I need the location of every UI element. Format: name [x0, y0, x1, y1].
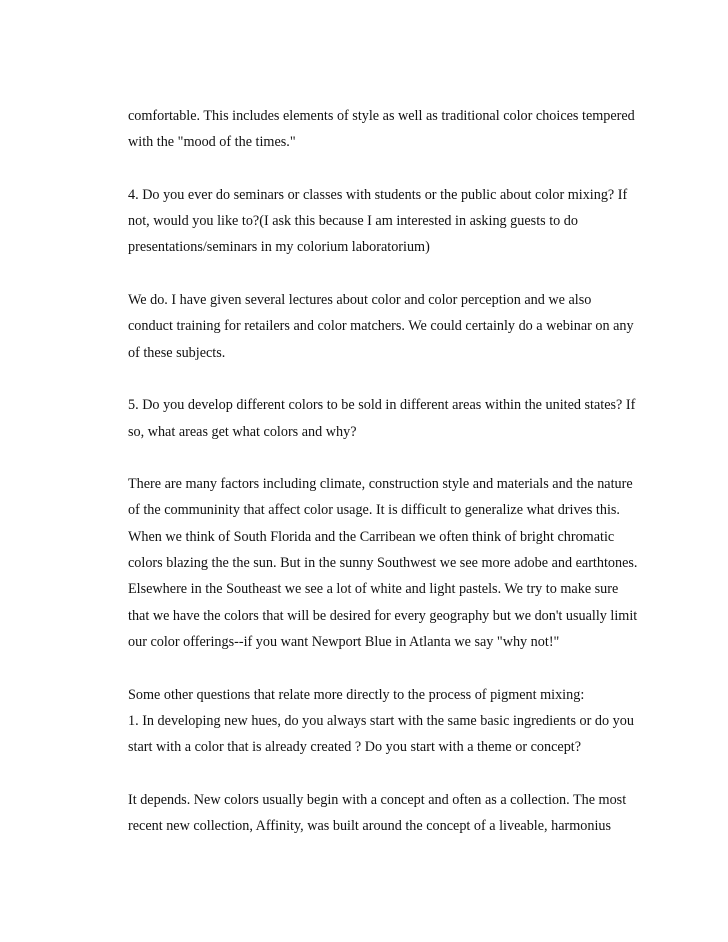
- answer-line: When we think of South Florida and the Carribean we often think of bright chromatic: [128, 528, 615, 545]
- text-line: with the "mood of the times.": [128, 134, 296, 151]
- answer-line: Elsewhere in the Southeast we see a lot of white and light pastels. We try to make sure: [128, 581, 619, 598]
- text-line: Some other questions that relate more directly to the process of pigment mixing:: [128, 686, 585, 703]
- answer-line: colors blazing the the sun. But in the sunny Southwest we see more adobe and earthtones.: [128, 555, 638, 572]
- question-line: 5. Do you develop different colors to be sold in different areas within the united states? If: [128, 397, 636, 414]
- text-line: comfortable. This includes elements of style as well as traditional color choices tempered: [128, 108, 635, 124]
- answer-line: We do. I have given several lectures about color and color perception and we also: [128, 292, 592, 309]
- blank-line: [128, 156, 688, 182]
- document-body: [128, 103, 688, 839]
- blank-line: [128, 655, 688, 681]
- answer-line: conduct training for retailers and color matchers. We could certainly do a webinar on any: [128, 318, 634, 335]
- question-line: start with a color that is already created ? Do you start with a theme or concept?: [128, 739, 582, 756]
- answer-line: There are many factors including climate, construction style and materials and the nature: [128, 476, 633, 493]
- answer-line: recent new collection, Affinity, was built around the concept of a liveable, harmonius: [128, 818, 612, 835]
- answer-line: that we have the colors that will be desired for every geography but we don't usually limit: [128, 607, 638, 624]
- blank-line: [128, 366, 688, 392]
- question-line: 1. In developing new hues, do you always start with the same basic ingredients or do you: [128, 712, 634, 729]
- blank-line: [128, 445, 688, 471]
- question-line: so, what areas get what colors and why?: [128, 423, 357, 440]
- question-line: not, would you like to?(I ask this because I am interested in asking guests to do: [128, 213, 578, 230]
- answer-line: of these subjects.: [128, 344, 226, 361]
- blank-line: [128, 261, 688, 287]
- answer-line: It depends. New colors usually begin with a concept and often as a collection. The most: [128, 791, 627, 808]
- question-line: 4. Do you ever do seminars or classes with students or the public about color mixing? If: [128, 186, 628, 203]
- answer-line: our color offerings--if you want Newport Blue in Atlanta we say "why not!": [128, 633, 560, 650]
- blank-line: [128, 760, 688, 786]
- answer-line: of the communinity that affect color usage. It is difficult to generalize what drives this.: [128, 502, 620, 519]
- question-line: presentations/seminars in my colorium laboratorium): [128, 239, 430, 256]
